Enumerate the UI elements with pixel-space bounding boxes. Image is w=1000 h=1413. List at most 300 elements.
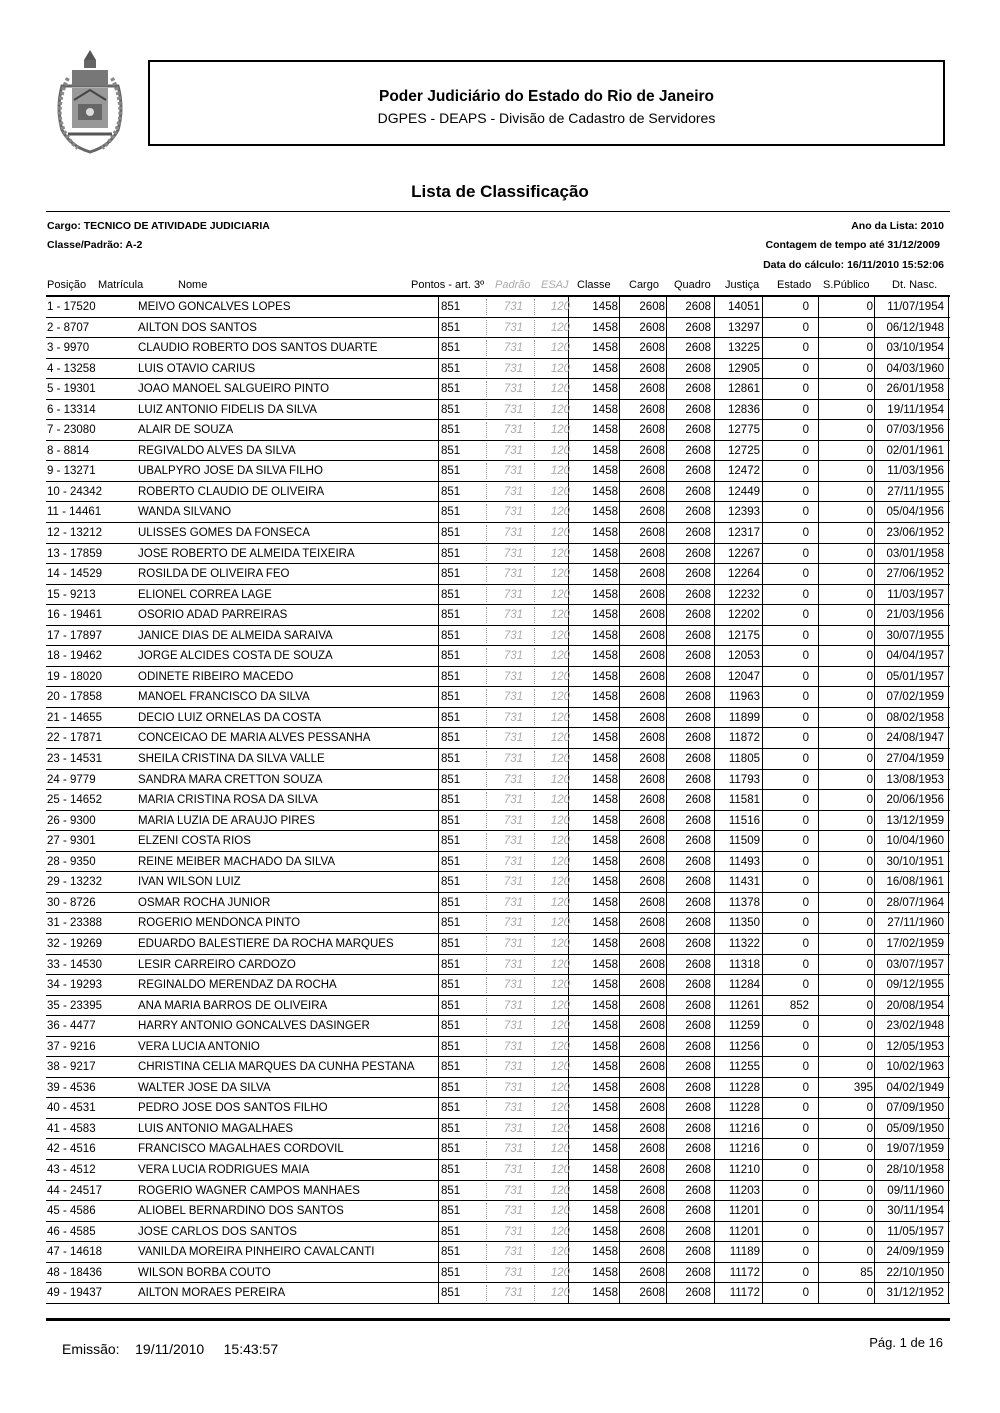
cell-dotted-divider (534, 1265, 535, 1281)
row-classe: 1458 (592, 1020, 618, 1033)
row-estado: 852 (789, 999, 809, 1012)
row-cargo: 2608 (639, 301, 665, 313)
row-quadro: 2608 (685, 1205, 711, 1218)
cell-divider (666, 852, 667, 872)
cell-divider (818, 318, 819, 338)
cell-divider (818, 790, 819, 810)
row-dtnasc: 23/02/1948 (886, 1020, 944, 1033)
cell-divider (619, 1181, 620, 1201)
cell-divider (948, 1222, 949, 1242)
table-row (46, 646, 950, 667)
cell-dotted-divider (534, 874, 535, 890)
row-position: 33 - 14530 (47, 958, 102, 971)
cell-divider (948, 585, 949, 605)
header-box (148, 60, 945, 146)
row-position: 6 - 13314 (47, 403, 96, 416)
cell-divider (762, 585, 763, 605)
row-quadro: 2608 (685, 835, 711, 848)
cell-divider (948, 626, 949, 646)
row-pontos: 851 (441, 855, 461, 868)
row-name: MANOEL FRANCISCO DA SILVA (138, 691, 310, 704)
row-estado: 0 (802, 609, 809, 622)
row-esaj: 120 (550, 876, 570, 889)
row-pontos: 851 (441, 1122, 461, 1135)
row-esaj: 120 (550, 835, 570, 848)
cell-divider (948, 1201, 949, 1221)
row-classe: 1458 (592, 444, 618, 457)
cell-divider (438, 667, 439, 687)
row-padrao: 731 (503, 527, 523, 540)
cell-dotted-divider (534, 504, 535, 520)
table-row (46, 379, 950, 400)
row-classe: 1458 (592, 876, 618, 889)
cell-divider (438, 441, 439, 461)
row-esaj: 120 (550, 1246, 570, 1259)
cell-divider (714, 1160, 715, 1180)
cell-dotted-divider (486, 833, 487, 849)
row-padrao: 731 (503, 444, 523, 457)
row-name: CHRISTINA CELIA MARQUES DA CUNHA PESTANA (138, 1061, 415, 1074)
row-spublico: 0 (866, 609, 873, 622)
row-pontos: 851 (441, 1102, 461, 1115)
row-padrao: 731 (503, 999, 523, 1012)
cell-divider (762, 646, 763, 666)
row-justica: 11261 (728, 999, 760, 1012)
row-name: ROGERIO MENDONCA PINTO (138, 917, 301, 930)
row-spublico: 85 (860, 1266, 873, 1279)
row-dtnasc: 04/02/1949 (886, 1081, 944, 1094)
cell-divider (818, 646, 819, 666)
row-dtnasc: 10/02/1963 (886, 1061, 944, 1074)
cell-divider (714, 502, 715, 522)
row-estado: 0 (802, 835, 809, 848)
row-justica: 11172 (729, 1266, 760, 1279)
row-cargo: 2608 (639, 711, 665, 724)
cell-divider (874, 1201, 875, 1221)
cell-divider (762, 975, 763, 995)
cell-divider (818, 400, 819, 420)
row-spublico: 0 (866, 1205, 873, 1218)
row-justica: 12232 (728, 588, 760, 601)
row-cargo: 2608 (639, 979, 665, 992)
row-spublico: 0 (866, 1143, 873, 1156)
row-position: 29 - 13232 (47, 876, 102, 889)
cell-divider (714, 687, 715, 707)
col-estado: Estado (777, 279, 812, 291)
cell-divider (874, 1016, 875, 1036)
row-justica: 11378 (728, 896, 760, 909)
cell-divider (619, 667, 620, 687)
cell-divider (818, 811, 819, 831)
row-cargo: 2608 (639, 999, 665, 1012)
row-pontos: 851 (441, 547, 461, 560)
row-estado: 0 (802, 814, 809, 827)
cell-divider (438, 913, 439, 933)
row-justica: 11172 (729, 1287, 760, 1300)
cell-divider (619, 955, 620, 975)
cell-divider (438, 544, 439, 564)
row-spublico: 0 (866, 1122, 873, 1135)
cell-divider (948, 934, 949, 954)
cell-divider (874, 1283, 875, 1303)
table-row (46, 523, 950, 544)
cell-dotted-divider (486, 607, 487, 623)
row-justica: 12725 (728, 444, 760, 457)
cell-divider (762, 749, 763, 769)
row-spublico: 0 (866, 835, 873, 848)
row-cargo: 2608 (639, 629, 665, 642)
table-row (46, 1078, 950, 1099)
cell-divider (438, 318, 439, 338)
cell-divider (818, 749, 819, 769)
row-esaj: 120 (550, 691, 570, 704)
cell-dotted-divider (534, 361, 535, 377)
cell-divider (762, 338, 763, 358)
cell-divider (619, 1139, 620, 1159)
row-name: JORGE ALCIDES COSTA DE SOUZA (138, 650, 333, 663)
cell-divider (948, 955, 949, 975)
cell-divider (438, 1242, 439, 1262)
row-cargo: 2608 (639, 1061, 665, 1074)
cell-divider (948, 461, 949, 481)
row-quadro: 2608 (685, 1163, 711, 1176)
cell-divider (948, 913, 949, 933)
row-quadro: 2608 (685, 383, 711, 396)
cell-divider (874, 1078, 875, 1098)
row-estado: 0 (802, 588, 809, 601)
row-pontos: 851 (441, 814, 461, 827)
row-esaj: 120 (550, 794, 570, 807)
row-spublico: 0 (866, 917, 873, 930)
row-position: 26 - 9300 (47, 814, 96, 827)
row-cargo: 2608 (639, 588, 665, 601)
row-quadro: 2608 (685, 794, 711, 807)
cell-divider (874, 605, 875, 625)
cell-dotted-divider (486, 854, 487, 870)
cell-divider (818, 461, 819, 481)
cell-dotted-divider (534, 299, 535, 315)
row-justica: 12175 (728, 629, 760, 642)
row-esaj: 120 (550, 1102, 570, 1115)
row-quadro: 2608 (685, 650, 711, 663)
row-justica: 11259 (728, 1020, 760, 1033)
row-name: LUIZ ANTONIO FIDELIS DA SILVA (138, 403, 317, 416)
cell-divider (874, 852, 875, 872)
cell-dotted-divider (534, 1080, 535, 1096)
row-spublico: 0 (866, 876, 873, 889)
row-esaj: 120 (550, 937, 570, 950)
row-position: 28 - 9350 (47, 855, 96, 868)
cell-dotted-divider (534, 1100, 535, 1116)
row-justica: 12202 (728, 609, 760, 622)
row-padrao: 731 (503, 465, 523, 478)
row-estado: 0 (802, 362, 809, 375)
row-estado: 0 (802, 670, 809, 683)
col-pontos: Pontos - art. 3º (411, 279, 485, 291)
row-position: 9 - 13271 (47, 465, 96, 478)
cell-dotted-divider (534, 1141, 535, 1157)
row-justica: 12861 (728, 383, 760, 396)
cell-divider (714, 811, 715, 831)
cell-divider (818, 1078, 819, 1098)
row-estado: 0 (802, 1225, 809, 1238)
row-cargo: 2608 (639, 650, 665, 663)
cell-divider (714, 1222, 715, 1242)
cell-divider (762, 913, 763, 933)
row-padrao: 731 (503, 1143, 523, 1156)
cell-divider (619, 975, 620, 995)
cell-divider (948, 687, 949, 707)
row-justica: 11203 (728, 1184, 760, 1197)
row-padrao: 731 (503, 1184, 523, 1197)
row-name: WANDA SILVANO (138, 506, 232, 519)
row-dtnasc: 23/06/1952 (886, 527, 944, 540)
row-pontos: 851 (441, 835, 461, 848)
row-esaj: 120 (550, 301, 570, 313)
row-dtnasc: 07/09/1950 (886, 1102, 944, 1115)
cell-divider (874, 379, 875, 399)
row-spublico: 0 (866, 527, 873, 540)
cell-divider (619, 441, 620, 461)
cell-divider (948, 708, 949, 728)
cell-divider (818, 1016, 819, 1036)
row-quadro: 2608 (685, 999, 711, 1012)
row-position: 5 - 19301 (47, 383, 96, 396)
emission-date: 19/11/2010 (135, 1341, 205, 1357)
cell-divider (874, 461, 875, 481)
row-name: JOAO MANOEL SALGUEIRO PINTO (138, 383, 330, 396)
row-name: AILTON DOS SANTOS (138, 321, 257, 334)
row-spublico: 0 (866, 691, 873, 704)
row-cargo: 2608 (639, 670, 665, 683)
row-quadro: 2608 (685, 711, 711, 724)
row-classe: 1458 (592, 465, 618, 478)
row-name: ELIONEL CORREA LAGE (138, 588, 272, 601)
col-spublico: S.Público (823, 279, 870, 291)
row-spublico: 0 (866, 773, 873, 786)
cell-dotted-divider (486, 957, 487, 973)
cell-divider (948, 852, 949, 872)
cell-divider (666, 502, 667, 522)
row-classe: 1458 (592, 568, 618, 581)
row-spublico: 0 (866, 1040, 873, 1053)
cell-divider (874, 872, 875, 892)
table-row (46, 996, 950, 1017)
row-justica: 11899 (728, 711, 760, 724)
cell-dotted-divider (534, 628, 535, 644)
cell-divider (619, 564, 620, 584)
row-name: JOSE CARLOS DOS SANTOS (138, 1225, 297, 1238)
row-cargo: 2608 (639, 1040, 665, 1053)
row-esaj: 120 (550, 855, 570, 868)
cell-divider (818, 831, 819, 851)
cell-divider (874, 913, 875, 933)
row-estado: 0 (802, 896, 809, 909)
row-cargo: 2608 (639, 1225, 665, 1238)
row-dtnasc: 11/07/1954 (887, 301, 944, 313)
row-estado: 0 (802, 937, 809, 950)
cell-divider (438, 1181, 439, 1201)
table-row (46, 708, 950, 729)
cell-divider (948, 790, 949, 810)
row-pontos: 851 (441, 301, 461, 313)
cell-divider (619, 1098, 620, 1118)
cell-dotted-divider (486, 422, 487, 438)
cell-divider (666, 1263, 667, 1283)
row-position: 1 - 17520 (47, 301, 96, 313)
cell-divider (948, 338, 949, 358)
row-esaj: 120 (550, 753, 570, 766)
row-quadro: 2608 (685, 485, 711, 498)
row-padrao: 731 (503, 979, 523, 992)
cell-divider (714, 770, 715, 790)
row-name: EDUARDO BALESTIERE DA ROCHA MARQUES (138, 937, 394, 950)
cell-divider (874, 1057, 875, 1077)
cell-divider (762, 564, 763, 584)
cell-divider (762, 708, 763, 728)
row-padrao: 731 (503, 485, 523, 498)
col-esaj: ESAJ (541, 279, 569, 291)
row-name: OSMAR ROCHA JUNIOR (138, 896, 271, 909)
table-row (46, 297, 950, 318)
row-quadro: 2608 (685, 424, 711, 437)
row-position: 47 - 14618 (47, 1246, 102, 1259)
cell-divider (619, 996, 620, 1016)
row-esaj: 120 (550, 588, 570, 601)
row-justica: 12393 (728, 506, 760, 519)
row-pontos: 851 (441, 506, 461, 519)
cell-divider (762, 1263, 763, 1283)
cell-divider (818, 1222, 819, 1242)
cell-divider (948, 1242, 949, 1262)
table-row (46, 1160, 950, 1181)
cell-divider (714, 1139, 715, 1159)
row-dtnasc: 12/05/1953 (886, 1040, 944, 1053)
row-classe: 1458 (592, 609, 618, 622)
row-padrao: 731 (503, 1122, 523, 1135)
row-classe: 1458 (592, 424, 618, 437)
row-dtnasc: 30/11/1954 (887, 1205, 944, 1218)
cell-divider (666, 1181, 667, 1201)
cell-divider (762, 318, 763, 338)
cell-divider (619, 1201, 620, 1221)
row-esaj: 120 (550, 732, 570, 745)
row-cargo: 2608 (639, 321, 665, 334)
row-esaj: 120 (550, 321, 570, 334)
row-estado: 0 (802, 794, 809, 807)
row-justica: 11493 (728, 855, 760, 868)
cell-divider (714, 441, 715, 461)
row-esaj: 120 (550, 1081, 570, 1094)
cell-divider (714, 297, 715, 317)
cell-divider (948, 1078, 949, 1098)
cell-dotted-divider (486, 566, 487, 582)
cell-divider (438, 461, 439, 481)
cell-divider (438, 502, 439, 522)
row-dtnasc: 08/02/1958 (886, 711, 944, 724)
row-spublico: 0 (866, 588, 873, 601)
row-position: 4 - 13258 (47, 362, 96, 375)
row-dtnasc: 30/10/1951 (886, 855, 944, 868)
cell-divider (438, 708, 439, 728)
cell-dotted-divider (486, 874, 487, 890)
table-row (46, 359, 950, 380)
row-esaj: 120 (550, 650, 570, 663)
row-dtnasc: 11/05/1957 (887, 1225, 944, 1238)
cell-divider (948, 1139, 949, 1159)
cell-divider (874, 831, 875, 851)
row-cargo: 2608 (639, 773, 665, 786)
row-justica: 11189 (729, 1246, 760, 1259)
row-pontos: 851 (441, 1081, 461, 1094)
row-quadro: 2608 (685, 588, 711, 601)
row-classe: 1458 (592, 670, 618, 683)
cell-divider (874, 893, 875, 913)
row-cargo: 2608 (639, 444, 665, 457)
row-cargo: 2608 (639, 732, 665, 745)
row-pontos: 851 (441, 1061, 461, 1074)
row-spublico: 0 (866, 1287, 873, 1300)
cell-divider (666, 523, 667, 543)
cell-divider (948, 872, 949, 892)
row-position: 31 - 23388 (47, 917, 102, 930)
cell-divider (438, 1078, 439, 1098)
cell-divider (666, 913, 667, 933)
cell-divider (818, 1242, 819, 1262)
row-quadro: 2608 (685, 465, 711, 478)
row-esaj: 120 (550, 896, 570, 909)
cell-divider (666, 400, 667, 420)
cell-divider (874, 626, 875, 646)
row-position: 27 - 9301 (47, 835, 96, 848)
cell-divider (714, 1181, 715, 1201)
row-pontos: 851 (441, 794, 461, 807)
cell-divider (666, 1057, 667, 1077)
cell-divider (666, 934, 667, 954)
row-cargo: 2608 (639, 1081, 665, 1094)
cell-divider (666, 955, 667, 975)
row-estado: 0 (802, 1287, 809, 1300)
row-padrao: 731 (503, 1061, 523, 1074)
cell-divider (438, 1283, 439, 1303)
cell-divider (714, 708, 715, 728)
cell-divider (619, 1283, 620, 1303)
row-estado: 0 (802, 1020, 809, 1033)
row-estado: 0 (802, 485, 809, 498)
row-classe: 1458 (592, 1143, 618, 1156)
row-quadro: 2608 (685, 1020, 711, 1033)
row-position: 24 - 9779 (47, 773, 96, 786)
table-row (46, 585, 950, 606)
row-name: AILTON MORAES PEREIRA (138, 1287, 286, 1300)
cell-divider (666, 872, 667, 892)
cell-dotted-divider (534, 525, 535, 541)
row-esaj: 120 (550, 485, 570, 498)
row-padrao: 731 (503, 855, 523, 868)
cell-divider (619, 1057, 620, 1077)
cell-dotted-divider (486, 1059, 487, 1075)
row-position: 43 - 4512 (47, 1163, 96, 1176)
table-row (46, 1283, 950, 1304)
row-esaj: 120 (550, 1184, 570, 1197)
cell-dotted-divider (486, 1162, 487, 1178)
cell-divider (619, 913, 620, 933)
table-row (46, 872, 950, 893)
row-dtnasc: 31/12/1952 (886, 1287, 944, 1300)
row-cargo: 2608 (639, 465, 665, 478)
cell-divider (714, 893, 715, 913)
col-justica: Justiça (725, 279, 760, 291)
